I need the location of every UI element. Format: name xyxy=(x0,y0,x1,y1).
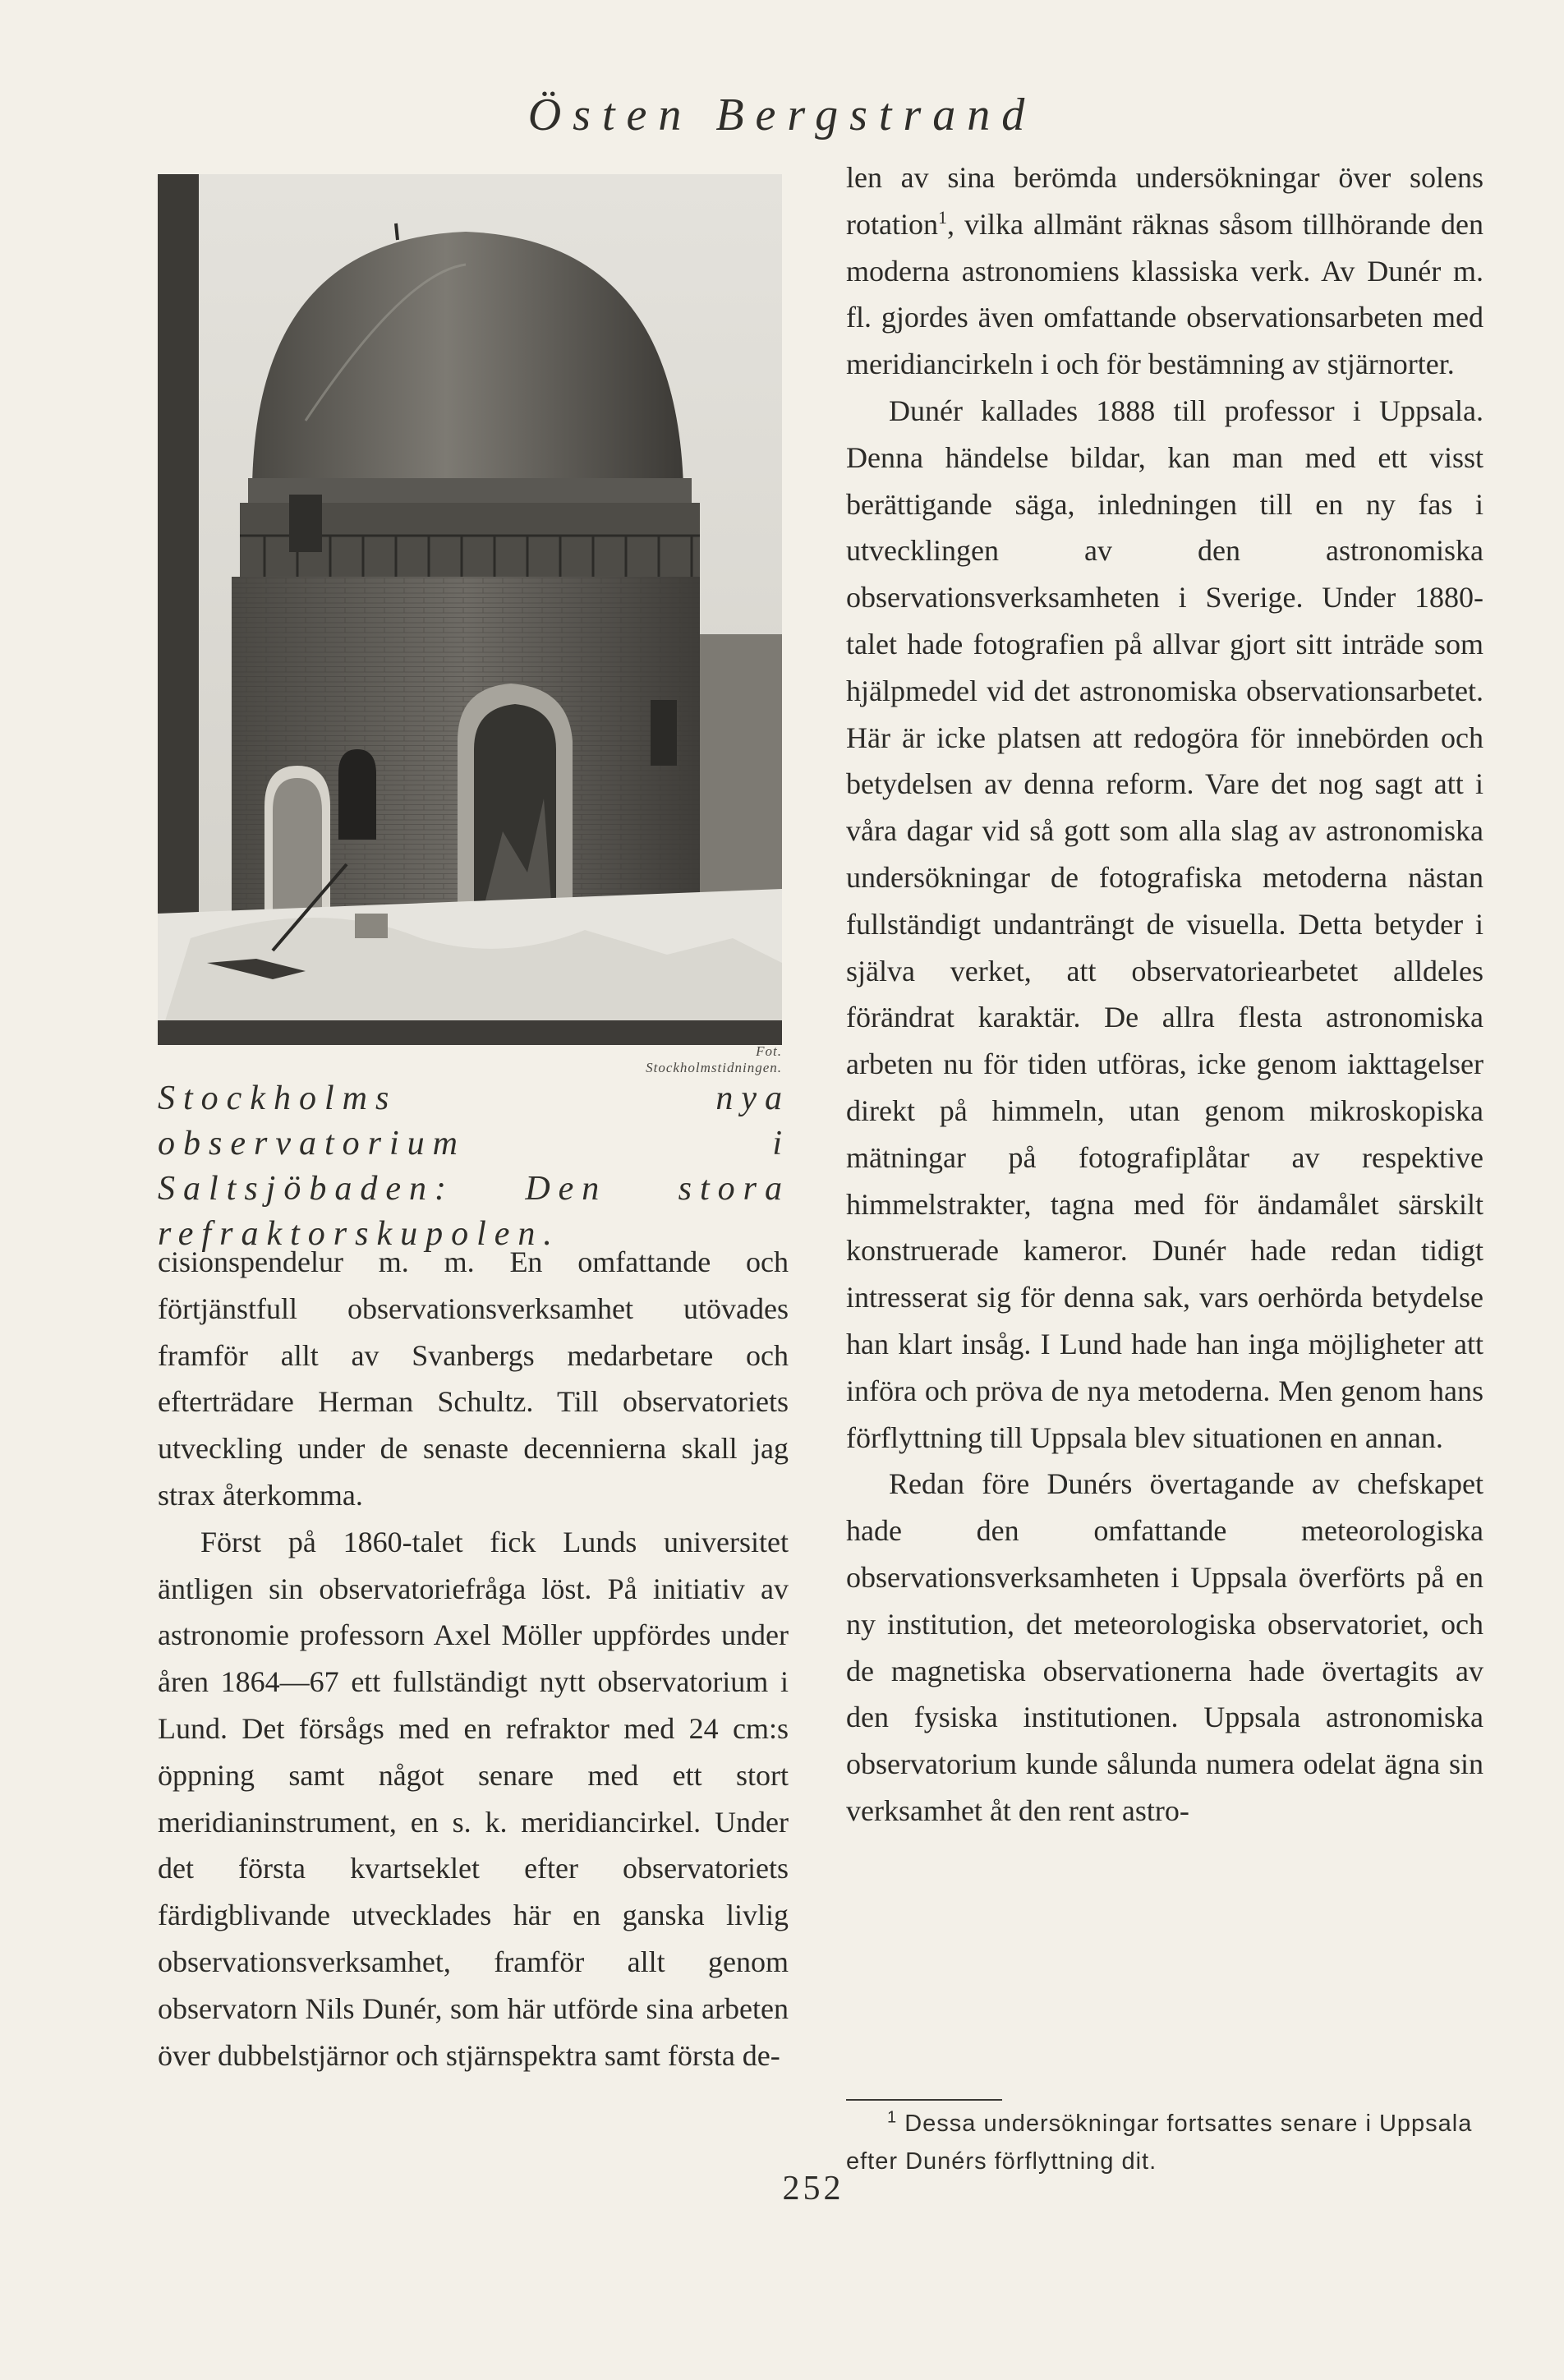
footnote-mark: 1 xyxy=(887,2108,898,2127)
paragraph: Redan före Dunérs övertagande av chefskapet hade den omfattande meteorologiska observationsverksamheten i Uppsala överförts på en ny institution, det meteorologiska observatoriet, och de magnetiska observationerna hade övertagits av den fysiska institutionen. Uppsala astronomiska observatorium kunde sålunda numera odelat ägna sin verksamhet åt den rent astro- xyxy=(846,1467,1484,1827)
footnote-reference: 1 xyxy=(937,206,947,228)
footnote-divider xyxy=(846,2099,1002,2101)
footnote xyxy=(846,2105,1484,2180)
paragraph: Först på 1860-talet fick Lunds universitet äntligen sin observatoriefråga löst. På initiativ av astronomie professorn Axel Möller uppfördes under åren 1864—67 ett fullständigt nytt observatorium i Lund. Det försågs med en refraktor med 24 cm:s öppning samt något senare med ett stort meridianinstrument, en s. k. meridiancirkel. Under det första kvartseklet efter observatoriets färdigblivande utvecklades här en ganska livlig observationsverksamhet, framför allt genom observatorn Nils Dunér, som här utförde sina arbeten över dubbelstjärnor och stjärnspektra samt första de- xyxy=(158,1525,789,2072)
running-head: Östen Bergstrand xyxy=(527,90,1037,140)
figure-caption xyxy=(158,1076,790,1257)
paragraph-text: len av sina berömda undersökningar över solens rotation xyxy=(846,161,1484,241)
observatory-photo xyxy=(158,174,782,1045)
page-number: 252 xyxy=(782,2170,844,2207)
paragraph xyxy=(846,154,1484,388)
paragraph: Dunér kallades 1888 till professor i Uppsala. Denna händelse bildar, kan man med ett visst berättigande säga, inledningen till en ny fas i utvecklingen av den astronomiska observationsverksamheten i Sverige. Under 1880-talet hade fotografien på allvar gjort sitt inträde som hjälpmedel vid det astronomiska observationsarbetet. Här är icke platsen att redogöra för innebörden och betydelsen av denna reform. Vare det nog sagt att i våra dagar vid så gott som alla slag av astronomiska undersökningar de fotografiska metoderna nästan fullständigt undanträngt de visuella. Detta betyder i själva verket, att observatoriearbetet alldeles förändrat karaktär. De allra flesta astronomiska arbeten nu för tiden utföras, icke genom iakttagelser direkt på himmeln, utan genom mikroskopiska mätningar på fotografiplåtar av respektive himmelstrakter, tagna med för ändamålet särskilt konstruerade kameror. Dunér hade redan tidigt intresserat sig för denna sak, vars oerhörda betydelse han klart insåg. I Lund hade han inga möjligheter att införa och pröva de nya metoderna. Men genom hans förflyttning till Uppsala blev situationen en annan. xyxy=(846,394,1484,1454)
caption-text: Stockholms nya observatorium i Saltsjöbaden: Den stora refraktorskupolen. xyxy=(158,1080,790,1253)
photo-credit: Fot. Stockholmstidningen. xyxy=(646,1043,782,1075)
right-column xyxy=(846,154,1484,1834)
paragraph-text: , vilka allmänt räknas såsom tillhörande den moderna astronomiens klassiska verk. Av Dunér m. fl. gjordes även omfattande observationsarbeten med meridiancirkeln i och för bestämning av stjärnorter. xyxy=(846,207,1484,381)
observatory-dome-illustration xyxy=(158,174,782,1045)
footnote-text: Dessa undersökningar fortsattes senare i Uppsala efter Dunérs förflyttning dit. xyxy=(846,2111,1473,2175)
paragraph: cisionspendelur m. m. En omfattande och förtjänstfull observationsverksamhet utövades framför allt av Svanbergs medarbetare och efterträdare Herman Schultz. Till observatoriets utveckling under de senaste decennierna skall jag strax återkomma. xyxy=(158,1245,789,1512)
left-column xyxy=(158,1239,789,2078)
